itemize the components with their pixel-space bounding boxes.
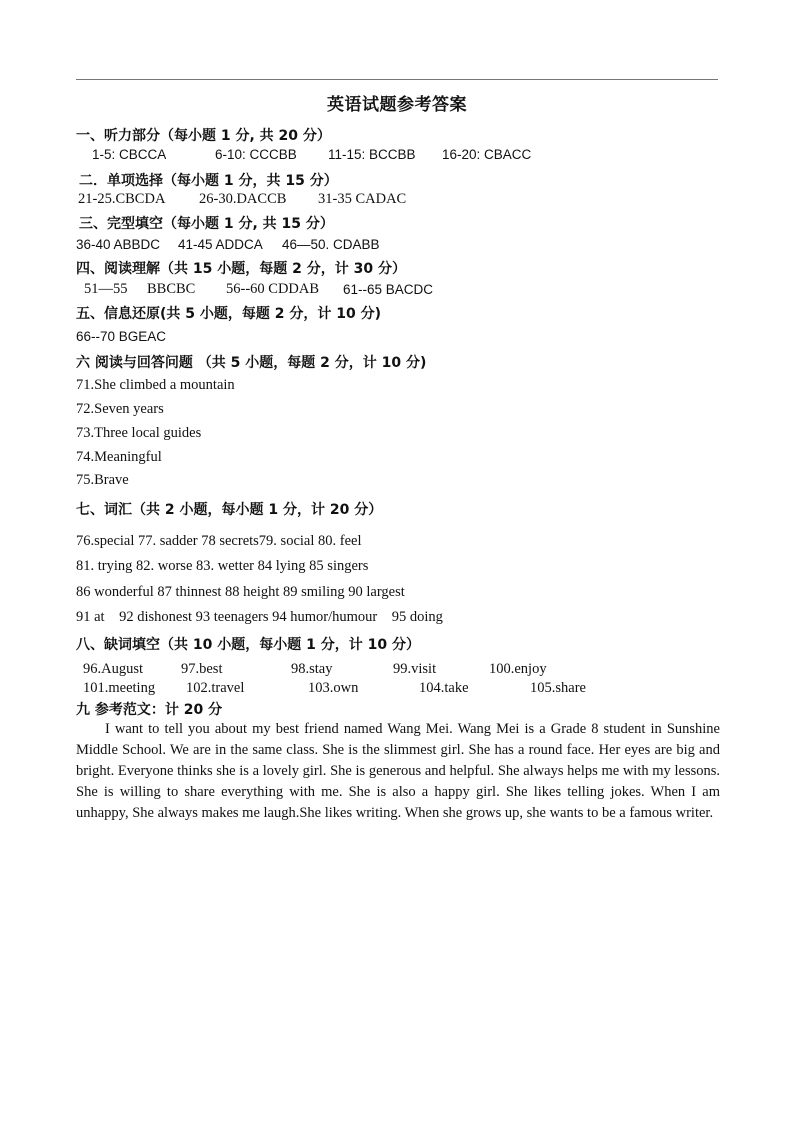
vocab-line: 91 at 92 dishonest 93 teenagers 94 humor/humour 95 doing xyxy=(76,609,443,625)
section-6-heading: 六 阅读与回答问题 （共 5 小题，每题 2 分，计 10 分) xyxy=(76,355,427,371)
answer-line: 72.Seven years xyxy=(76,401,164,417)
section-9-heading: 九 参考范文：计 20 分 xyxy=(76,702,223,718)
answer-group: 1-5: CBCCA xyxy=(92,147,167,162)
answer-word: 101.meeting xyxy=(83,680,156,696)
vocab-line: 76.special 77. sadder 78 secrets79. social 80. feel xyxy=(76,533,362,549)
top-divider xyxy=(76,79,718,80)
answer-word: 99.visit xyxy=(393,661,437,677)
answer-group: 51—55 xyxy=(84,281,128,297)
answer-group: 36-40 ABBDC xyxy=(76,237,161,252)
answer-word: 102.travel xyxy=(186,680,245,696)
answer-group: 11-15: BCCBB xyxy=(328,147,416,162)
section-8-heading: 八、缺词填空（共 10 小题，每小题 1 分，计 10 分） xyxy=(76,637,420,653)
answer-word: 97.best xyxy=(181,661,223,677)
answer-word: 96.August xyxy=(83,661,144,677)
section-7-heading: 七、词汇（共 2 小题，每小题 1 分，计 20 分） xyxy=(76,502,383,518)
answer-line: 71.She climbed a mountain xyxy=(76,377,235,393)
answer-word: 98.stay xyxy=(291,661,333,677)
answer-word: 104.take xyxy=(419,680,469,696)
answer-group: 31-35 CADAC xyxy=(318,191,407,207)
answer-group: 26-30.DACCB xyxy=(199,191,287,207)
section-5-heading: 五、信息还原(共 5 小题，每题 2 分，计 10 分) xyxy=(76,306,382,322)
answer-group: 46—50. CDABB xyxy=(282,237,380,252)
answer-line: 73.Three local guides xyxy=(76,425,202,441)
section-1-heading: 一、听力部分（每小题 1 分, 共 20 分） xyxy=(76,128,331,144)
answer-line: 74.Meaningful xyxy=(76,449,162,465)
vocab-line: 81. trying 82. worse 83. wetter 84 lying 85 singers xyxy=(76,558,369,574)
answer-group: 16-20: CBACC xyxy=(442,147,532,162)
answer-group: 21-25.CBCDA xyxy=(78,191,166,207)
answer-word: 103.own xyxy=(308,680,359,696)
page-title: 英语试题参考答案 xyxy=(327,95,467,115)
answer-word: 105.share xyxy=(530,680,586,696)
answer-line: 75.Brave xyxy=(76,472,129,488)
answer-group: 41-45 ADDCA xyxy=(178,237,263,252)
answer-group: 56--60 CDDAB xyxy=(226,281,320,297)
model-essay: I want to tell you about my best friend named Wang Mei. Wang Mei is a Grade 8 student in Sunshine Middle School. We are in the same class. She is the slimmest girl. She has a round face. Her eyes are big and bright. Everyone thinks she is a lovely girl. She is generous and helpful. She always helps me with my lessons. She is willing to share everything with me. She is also a happy girl. She likes telling jokes. When I am unhappy, She always makes me laugh.She likes writing. When she grows up, she wants to be a famous writer. xyxy=(76,721,720,821)
section-2-heading: 二．单项选择（每小题 1 分，共 15 分） xyxy=(79,173,338,189)
vocab-line: 86 wonderful 87 thinnest 88 height 89 smiling 90 largest xyxy=(76,584,405,600)
section-5-answers: 66--70 BGEAC xyxy=(76,329,167,344)
answer-group: BBCBC xyxy=(147,281,196,297)
answer-group: 6-10: CCCBB xyxy=(215,147,297,162)
answer-word: 100.enjoy xyxy=(489,661,547,677)
answer-group: 61--65 BACDC xyxy=(343,282,434,297)
section-4-heading: 四、阅读理解（共 15 小题，每题 2 分，计 30 分） xyxy=(76,261,406,277)
section-3-heading: 三、完型填空（每小题 1 分, 共 15 分） xyxy=(79,216,334,232)
